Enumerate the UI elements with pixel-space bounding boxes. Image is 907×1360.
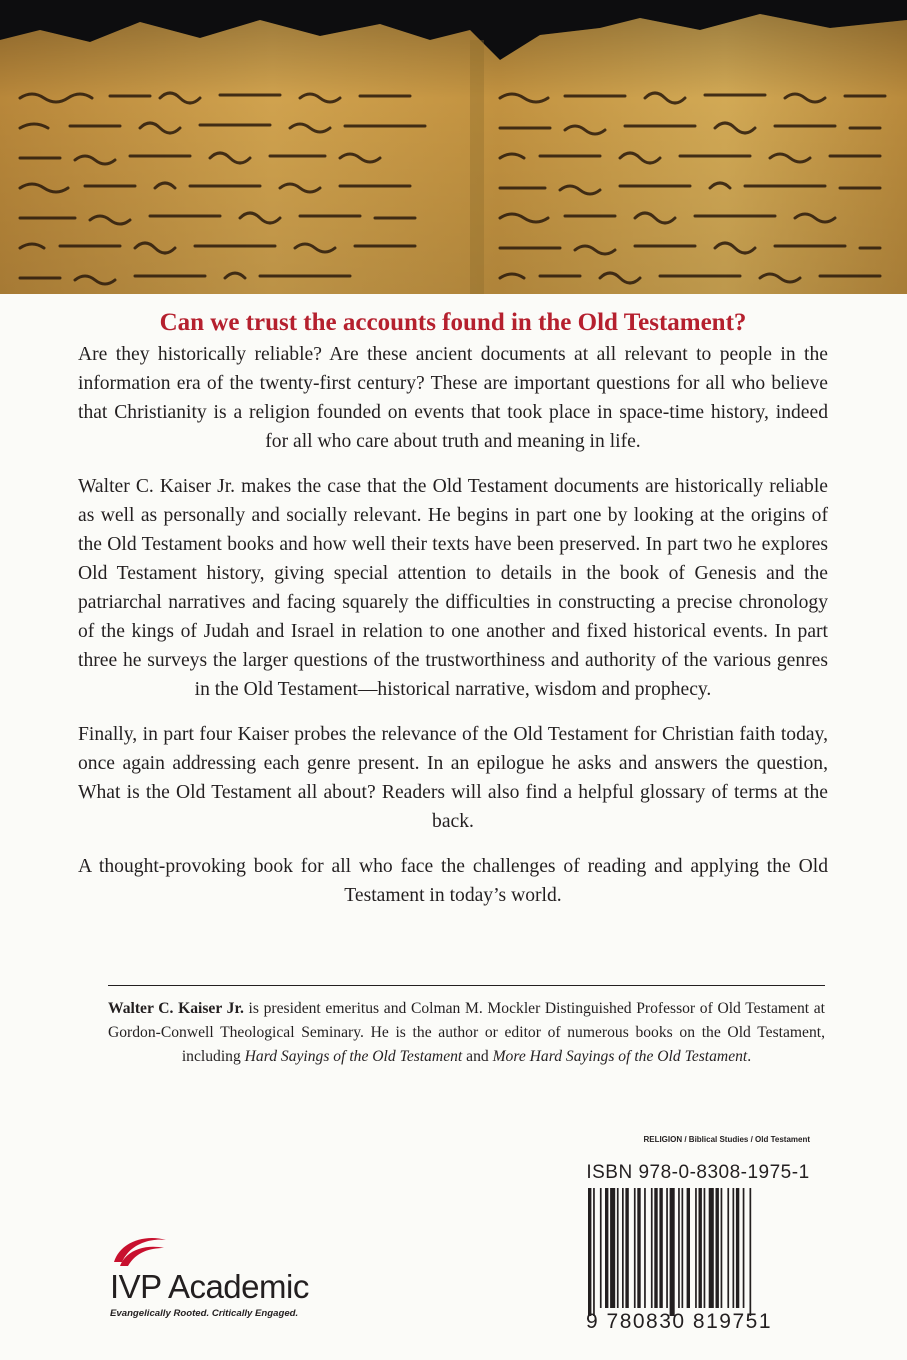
barcode-bar <box>600 1188 602 1308</box>
barcode-bar <box>716 1188 719 1308</box>
barcode-bar <box>622 1188 624 1308</box>
barcode-bar <box>634 1188 636 1308</box>
bio-text-1: is president emeritus and Colman M. Mockler Distinguished Professor of Old Testament at Gordon-Conwell Theological Seminary. He is the author or editor of numerous books on the Old Testament, including <box>108 1000 826 1065</box>
author-bio <box>108 997 825 1069</box>
barcode-bar <box>750 1188 752 1316</box>
barcode-bar <box>709 1188 714 1308</box>
book-title-2: More Hard Sayings of the Old Testament <box>492 1048 748 1065</box>
ivp-swoosh-icon <box>110 1232 170 1272</box>
barcode-bar <box>605 1188 608 1308</box>
barcode-digits: 9 780830 819751 <box>586 1310 772 1333</box>
barcode-bar <box>736 1188 739 1308</box>
paragraph-overview: Walter C. Kaiser Jr. makes the case that the Old Testament documents are historically reliable as well as personally and socially relevant. He begins in part one by looking at the origins of the Old Testament books and how well their texts have been preserved. In part two he explores Old Testament history, giving special attention to details in the book of Genesis and the patriarchal narratives and facing squarely the difficulties in constructing a precise chronology of the kings of Judah and Israel in relation to one another and fixed historical events. In part three he surveys the larger questions of the trustworthiness and authority of the various genres in the Old Testament—historical narrative, wisdom and prophecy. <box>78 476 828 700</box>
headline: Can we trust the accounts found in the Old Testament? <box>159 309 747 336</box>
back-cover-description <box>78 308 828 926</box>
barcode-bar <box>588 1188 591 1316</box>
barcode-bar <box>743 1188 745 1308</box>
barcode-bar <box>637 1188 640 1308</box>
barcode-bar <box>721 1188 723 1308</box>
isbn-barcode <box>586 1162 810 1352</box>
barcode-bar <box>678 1188 680 1308</box>
book-title-1: Hard Sayings of the Old Testament <box>244 1048 463 1065</box>
barcode-bar <box>704 1188 706 1308</box>
bio-text-3: . <box>747 1048 752 1065</box>
barcode-bar <box>625 1188 628 1308</box>
author-name: Walter C. Kaiser Jr. <box>108 1000 244 1017</box>
dead-sea-scroll-image <box>0 0 907 294</box>
paragraph-intro: Are they historically reliable? Are these ancient documents at all relevant to people in the information era of the twenty-first century? These are important questions for all who believe that Christianity is a religion founded on events that took place in space-time history, indeed for all who care about truth and meaning in life. <box>78 344 828 452</box>
barcode-icon <box>586 1188 810 1316</box>
paragraph-part-four: Finally, in part four Kaiser probes the relevance of the Old Testament for Christian faith today, once again addressing each genre present. In an epilogue he asks and answers the question, What is the Old Testament all about? Readers will also find a helpful glossary of terms at the back. <box>78 724 828 832</box>
barcode-bar <box>644 1188 646 1308</box>
barcode-bar <box>670 1188 675 1316</box>
barcode-bar <box>682 1188 684 1308</box>
isbn-label: ISBN 978-0-8308-1975-1 <box>586 1162 810 1183</box>
barcode-bar <box>659 1188 662 1308</box>
publisher-tagline: Evangelically Rooted. Critically Engaged. <box>110 1308 299 1319</box>
divider <box>108 985 825 986</box>
dead-sea-scroll-icon <box>0 0 907 294</box>
barcode-bar <box>617 1188 619 1308</box>
bio-text-2: and <box>462 1048 493 1065</box>
category-label: RELIGION / Biblical Studies / Old Testament <box>643 1135 810 1144</box>
barcode-bar <box>593 1188 595 1316</box>
barcode-bar <box>610 1188 615 1308</box>
barcode-bar <box>733 1188 735 1308</box>
barcode-bar <box>695 1188 697 1308</box>
publisher-logo <box>110 1232 340 1322</box>
barcode-bar <box>654 1188 657 1308</box>
barcode-bar <box>651 1188 653 1308</box>
barcode-bar <box>687 1188 690 1308</box>
publisher-name: IVP Academic <box>110 1268 309 1305</box>
paragraph-closing: A thought-provoking book for all who face the challenges of reading and applying the Old Testament in today’s world. <box>78 856 828 906</box>
barcode-bar <box>699 1188 702 1308</box>
barcode-bar <box>727 1188 729 1308</box>
barcode-bar <box>666 1188 668 1308</box>
